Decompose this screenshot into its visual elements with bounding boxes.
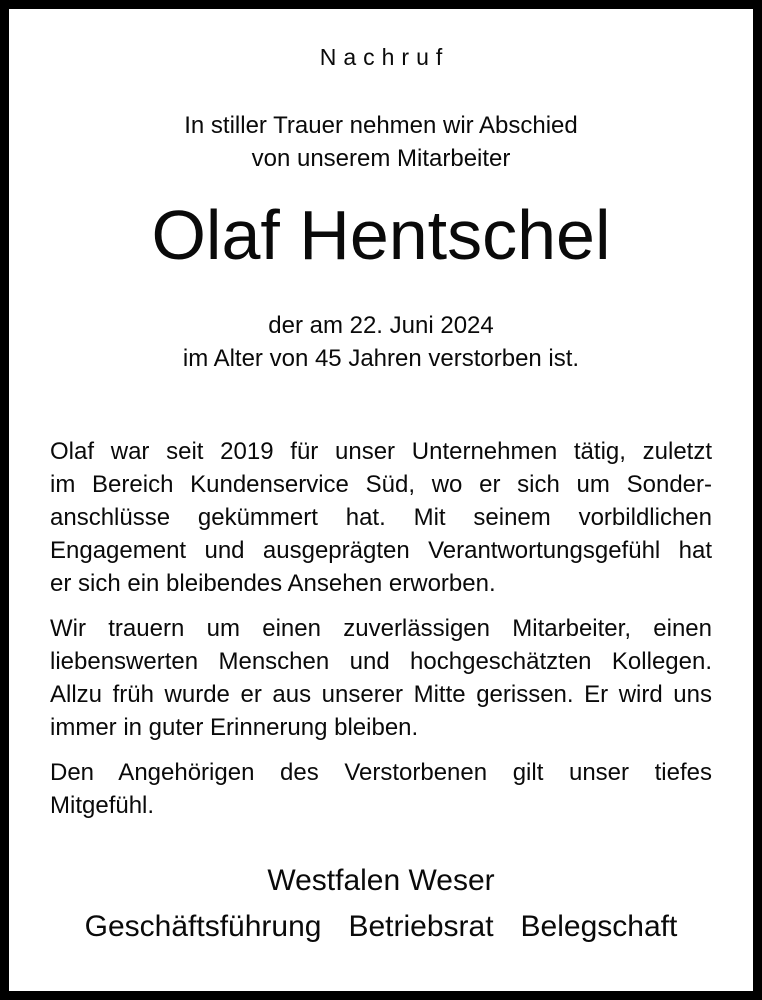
paragraph-line: Mitgefühl. <box>50 792 155 819</box>
paragraph-line: er sich ein bleibendes Ansehen erworben. <box>50 570 496 597</box>
paragraph-line: Allzu früh wurde er aus unserer Mitte gerissen. Er wird uns <box>50 681 712 708</box>
signatories-row <box>50 908 712 946</box>
paragraph-line: liebenswerten Menschen und hochgeschätzten Kollegen. <box>50 648 712 675</box>
death-details <box>50 309 712 375</box>
company-name: Westfalen Weser <box>267 864 495 897</box>
paragraph-line: im Bereich Kundenservice Süd, wo er sich um Sonder- <box>50 471 712 498</box>
obituary-paragraph-1 <box>50 435 712 600</box>
intro-line-2: von unserem Mitarbeiter <box>251 145 511 172</box>
signatory-betriebsrat: Betriebsrat <box>348 910 494 943</box>
obituary-paragraph-3 <box>50 756 712 822</box>
paragraph-line: Olaf war seit 2019 für unser Unternehmen tätig, zuletzt <box>50 438 712 465</box>
signatory-belegschaft: Belegschaft <box>520 910 678 943</box>
paragraph-line: Den Angehörigen des Verstorbenen gilt unser tiefes <box>50 759 712 786</box>
death-age-line: im Alter von 45 Jahren verstorben ist. <box>182 345 580 372</box>
paragraph-line: Wir trauern um einen zuverlässigen Mitarbeiter, einen <box>50 615 712 642</box>
paragraph-line: immer in guter Erinnerung bleiben. <box>50 714 419 741</box>
obituary-body <box>50 435 712 822</box>
intro-line-1: In stiller Trauer nehmen wir Abschied <box>184 112 578 139</box>
deceased-name: Olaf Hentschel <box>151 196 611 274</box>
intro-text <box>50 109 712 175</box>
paragraph-line: Engagement und ausgeprägten Verantwortungsgefühl hat <box>50 537 712 564</box>
obituary-paragraph-2 <box>50 612 712 744</box>
death-date-line: der am 22. Juni 2024 <box>268 312 494 339</box>
paragraph-line: anschlüsse gekümmert hat. Mit seinem vorbildlichen <box>50 504 712 531</box>
signatory-geschaeftsfuehrung: Geschäftsführung <box>84 910 322 943</box>
notice-kicker: Nachruf <box>319 44 450 70</box>
